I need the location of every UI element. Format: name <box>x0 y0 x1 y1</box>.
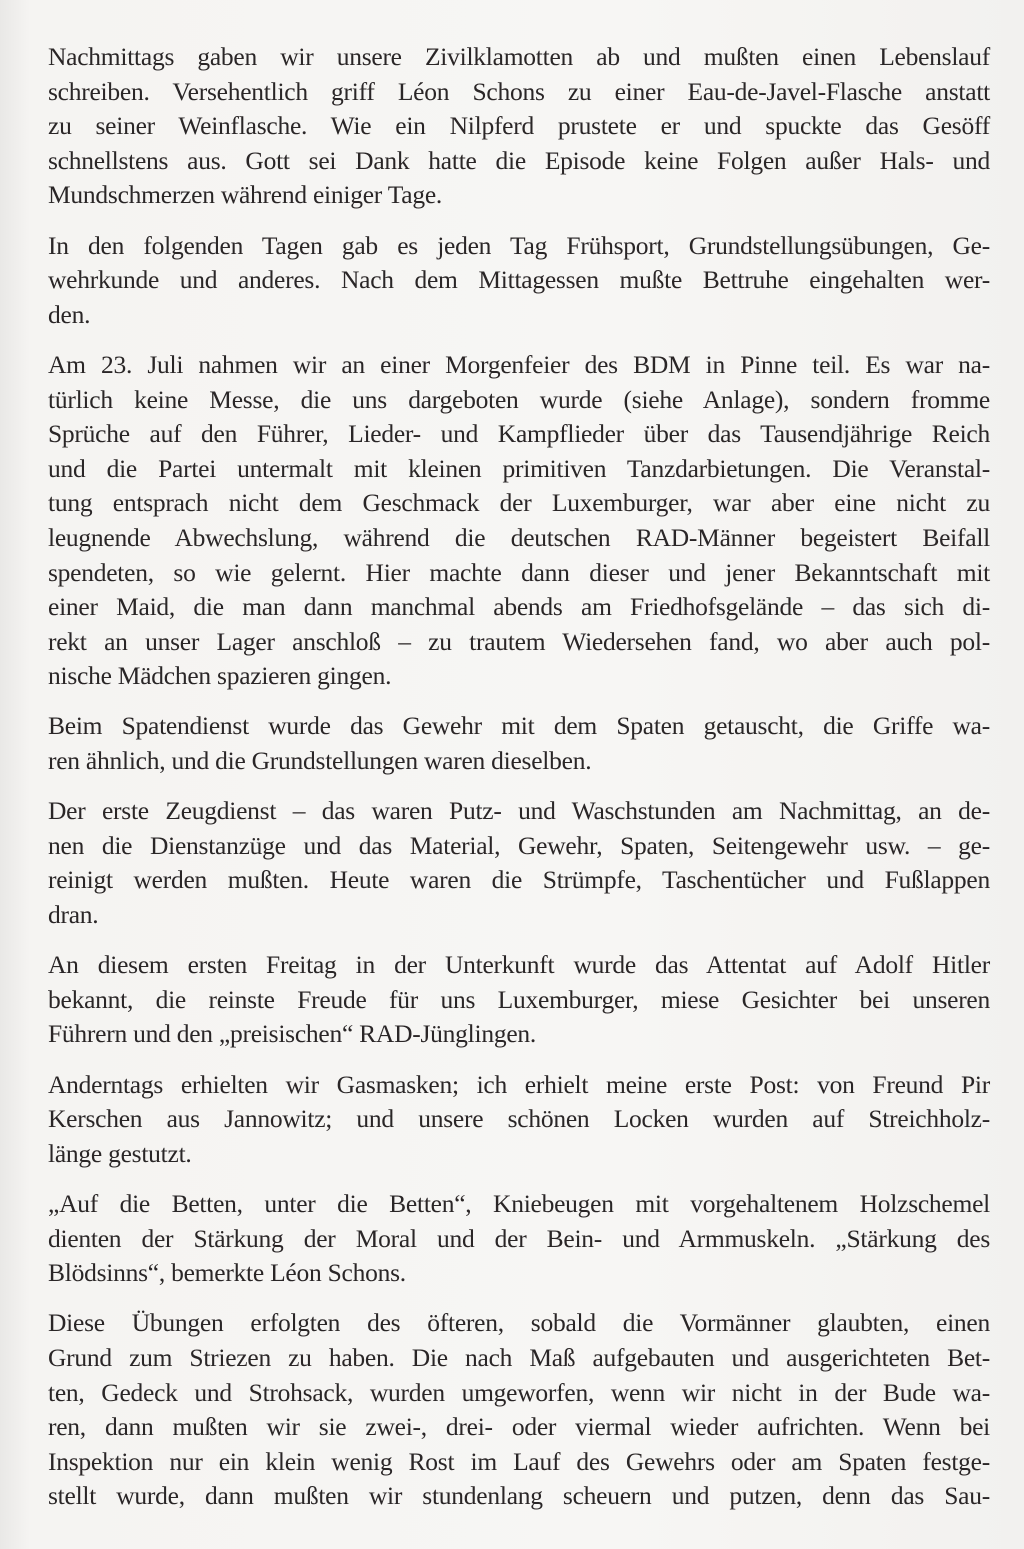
text-line: dran. <box>48 900 99 930</box>
text-line: spendeten, so wie gelernt. Hier machte dann dieser und jener Bekanntschaft mit <box>48 557 990 587</box>
text-line: nische Mädchen spazieren gingen. <box>48 661 392 691</box>
text-line: Blödsinns“, bemerkte Léon Schons. <box>48 1258 406 1288</box>
text-line: schnellstens aus. Gott sei Dank hatte die Episode keine Folgen außer Hals- und <box>48 145 990 175</box>
text-line: bekannt, die reinste Freude für uns Luxemburger, miese Gesichter bei unseren <box>48 984 990 1014</box>
text-line: Führern und den „preisischen“ RAD-Jünglingen. <box>48 1019 537 1049</box>
text-line: den. <box>48 299 91 329</box>
text-line: In den folgenden Tagen gab es jeden Tag Frühsport, Grundstellungsübungen, Ge- <box>48 230 990 260</box>
paragraph <box>48 229 990 333</box>
text-line: Inspektion nur ein klein wenig Rost im Lauf des Gewehrs oder am Spaten festge- <box>48 1446 990 1476</box>
text-line: rekt an unser Lager anschloß – zu trautem Wiedersehen fand, wo aber auch pol- <box>48 626 990 656</box>
text-line: Diese Übungen erfolgten des öfteren, sobald die Vormänner glaubten, einen <box>48 1308 990 1338</box>
text-line: ten, Gedeck und Strohsack, wurden umgeworfen, wenn wir nicht in der Bude wa- <box>48 1377 990 1407</box>
text-line: ren, dann mußten wir sie zwei-, drei- oder viermal wieder aufrichten. Wenn bei <box>48 1412 990 1442</box>
text-line: Beim Spatendienst wurde das Gewehr mit dem Spaten getauscht, die Griffe wa- <box>48 711 990 741</box>
paragraph <box>48 40 990 213</box>
text-line: zu seiner Weinflasche. Wie ein Nilpferd prustete er und spuckte das Gesöff <box>48 111 990 141</box>
paragraph <box>48 1306 990 1514</box>
text-line: „Auf die Betten, unter die Betten“, Kniebeugen mit vorgehaltenem Holzschemel <box>48 1188 990 1218</box>
paragraph <box>48 1068 990 1172</box>
paragraph <box>48 348 990 694</box>
text-line: An diesem ersten Freitag in der Unterkunft wurde das Attentat auf Adolf Hitler <box>48 950 990 980</box>
document-page <box>48 40 990 1530</box>
text-line: Am 23. Juli nahmen wir an einer Morgenfeier des BDM in Pinne teil. Es war na- <box>48 349 990 379</box>
paragraph <box>48 948 990 1052</box>
paragraph <box>48 794 990 932</box>
text-line: schreiben. Versehentlich griff Léon Schons zu einer Eau-de-Javel-Flasche anstatt <box>48 76 990 106</box>
text-line: leugnende Abwechslung, während die deutschen RAD-Männer begeistert Beifall <box>48 522 990 552</box>
text-line: reinigt werden mußten. Heute waren die Strümpfe, Taschentücher und Fußlappen <box>48 865 990 895</box>
paragraph <box>48 1187 990 1291</box>
text-line: Anderntags erhielten wir Gasmasken; ich erhielt meine erste Post: von Freund Pir <box>48 1069 990 1099</box>
text-line: wehrkunde und anderes. Nach dem Mittagessen mußte Bettruhe eingehalten wer- <box>48 265 990 295</box>
text-line: ren ähnlich, und die Grundstellungen waren dieselben. <box>48 746 592 776</box>
text-line: länge gestutzt. <box>48 1138 192 1168</box>
text-line: dienten der Stärkung der Moral und der Bein- und Armmuskeln. „Stärkung des <box>48 1223 990 1253</box>
text-line: Mundschmerzen während einiger Tage. <box>48 180 443 210</box>
text-line: Kerschen aus Jannowitz; und unsere schönen Locken wurden auf Streichholz- <box>48 1104 990 1134</box>
text-line: Nachmittags gaben wir unsere Zivilklamotten ab und mußten einen Lebenslauf <box>48 42 990 71</box>
text-line: tung entsprach nicht dem Geschmack der Luxemburger, war aber eine nicht zu <box>48 488 990 518</box>
text-line: stellt wurde, dann mußten wir stundenlang scheuern und putzen, denn das Sau- <box>48 1481 990 1511</box>
text-line: und die Partei untermalt mit kleinen primitiven Tanzdarbietungen. Die Veranstal- <box>48 453 990 483</box>
text-line: einer Maid, die man dann manchmal abends am Friedhofsgelände – das sich di- <box>48 592 990 622</box>
text-line: Der erste Zeugdienst – das waren Putz- und Waschstunden am Nachmittag, an de- <box>48 796 990 826</box>
text-line: Grund zum Striezen zu haben. Die nach Maß aufgebauten und ausgerichteten Bet- <box>48 1342 990 1372</box>
text-line: nen die Dienstanzüge und das Material, Gewehr, Spaten, Seitengewehr usw. – ge- <box>48 830 990 860</box>
text-line: Sprüche auf den Führer, Lieder- und Kampflieder über das Tausendjährige Reich <box>48 419 990 449</box>
text-line: türlich keine Messe, die uns dargeboten wurde (siehe Anlage), sondern fromme <box>48 384 990 414</box>
paragraph <box>48 709 990 778</box>
